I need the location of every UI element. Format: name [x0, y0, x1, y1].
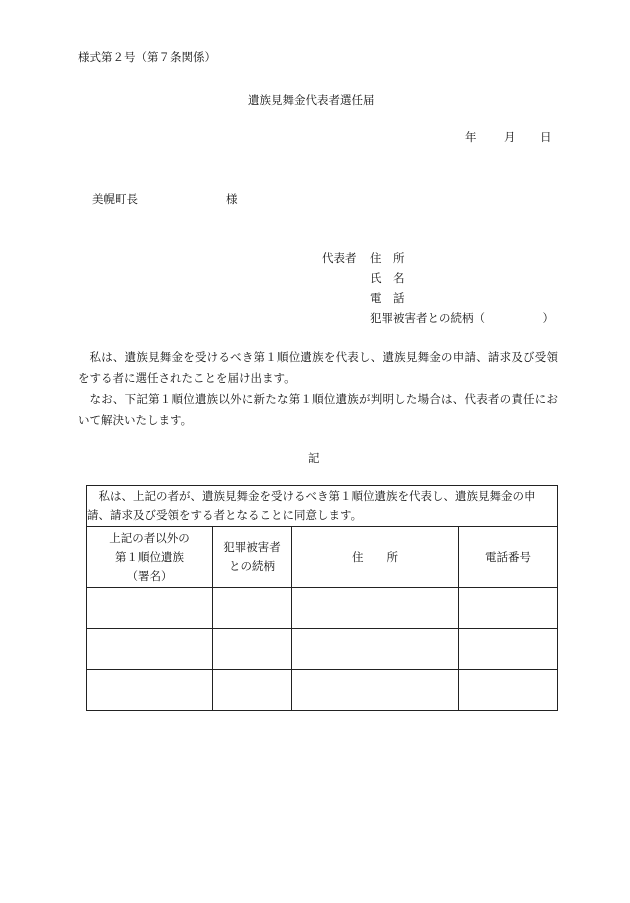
- addressee-honorific: 様: [226, 192, 238, 206]
- consent-statement: 私は、上記の者が、遺族見舞金を受けるべき第１順位遺族を代表し、遺族見舞金の申請、請求及び受領をする者となることに同意します。: [87, 486, 558, 527]
- date-day: 日: [540, 130, 552, 144]
- document-title: 遺族見舞金代表者選任届: [248, 93, 375, 107]
- header-other-survivor-line3: （署名）: [126, 568, 173, 583]
- date-month: 月: [504, 130, 516, 144]
- form-number: 様式第２号（第７条関係）: [78, 50, 216, 64]
- cell-address[interactable]: [292, 629, 459, 670]
- cell-relation[interactable]: [213, 629, 292, 670]
- representative-name-label: 氏 名: [370, 271, 405, 285]
- responsibility-paragraph: なお、下記第１順位遺族以外に新たな第１順位遺族が判明した場合は、代表者の責任において解決いたします。: [78, 392, 558, 427]
- cell-relation[interactable]: [213, 670, 292, 711]
- header-relation: [213, 527, 292, 588]
- cell-address[interactable]: [292, 588, 459, 629]
- cell-phone[interactable]: [459, 588, 558, 629]
- table-row: [87, 588, 558, 629]
- consent-table: [86, 485, 558, 711]
- header-relation-line2: との続柄: [229, 559, 275, 573]
- representative-relation-label: 犯罪被害者との続柄（ ）: [370, 311, 554, 325]
- ki-heading: 記: [308, 451, 320, 465]
- representative-address-label: 住 所: [370, 251, 405, 265]
- declaration-paragraph: 私は、遺族見舞金を受けるべき第１順位遺族を代表し、遺族見舞金の申請、請求及び受領をする者に選任されたことを届け出ます。: [78, 350, 558, 385]
- date-year: 年: [465, 130, 477, 144]
- addressee-name: 美幌町長: [92, 192, 138, 206]
- header-other-survivor: [87, 527, 213, 588]
- cell-address[interactable]: [292, 670, 459, 711]
- header-other-survivor-line2: 第１順位遺族: [115, 549, 184, 564]
- header-address: 住 所: [292, 527, 459, 588]
- cell-survivor-signature[interactable]: [87, 629, 213, 670]
- table-row: [87, 670, 558, 711]
- cell-relation[interactable]: [213, 588, 292, 629]
- header-relation-line1: 犯罪被害者: [223, 540, 281, 554]
- representative-label: 代表者: [322, 251, 357, 265]
- cell-phone[interactable]: [459, 670, 558, 711]
- cell-survivor-signature[interactable]: [87, 670, 213, 711]
- cell-survivor-signature[interactable]: [87, 588, 213, 629]
- cell-phone[interactable]: [459, 629, 558, 670]
- header-other-survivor-line1: 上記の者以外の: [109, 530, 190, 545]
- table-row: [87, 629, 558, 670]
- representative-phone-label: 電 話: [370, 291, 405, 305]
- header-phone: 電話番号: [459, 527, 558, 588]
